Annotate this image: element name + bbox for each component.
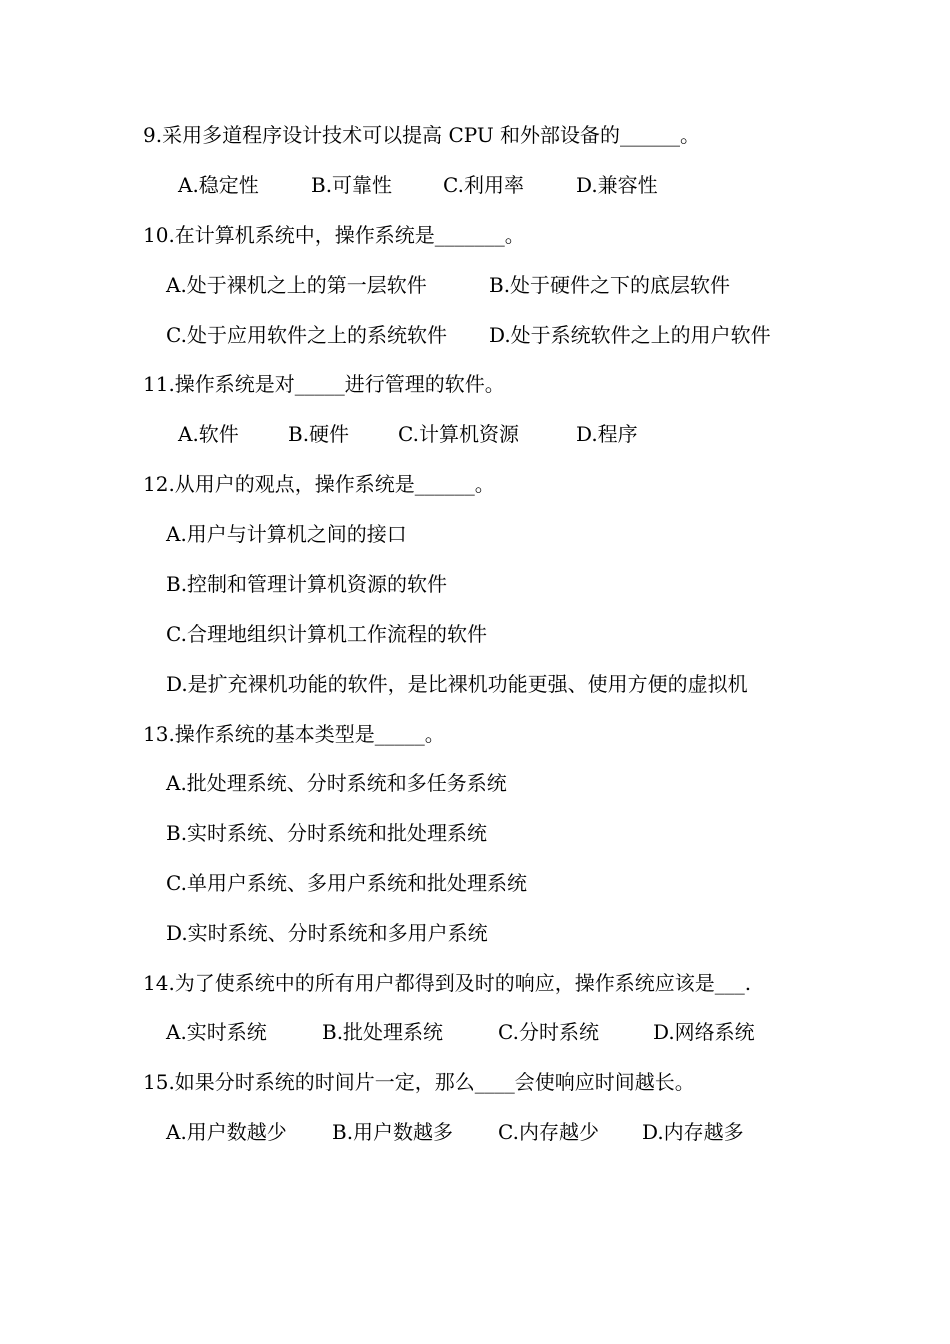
question-13-stem: 13.操作系统的基本类型是_____。 xyxy=(143,722,445,746)
question-10-stem: 10.在计算机系统中，操作系统是_______。 xyxy=(143,223,525,247)
question-13-option-a: A.批处理系统、分时系统和多任务系统 xyxy=(166,771,507,795)
question-10-option-d: D.处于系统软件之上的用户软件 xyxy=(489,323,771,347)
question-11-option-d: D.程序 xyxy=(576,422,638,446)
question-14-option-c: C.分时系统 xyxy=(498,1020,599,1044)
question-11-stem: 11.操作系统是对_____进行管理的软件。 xyxy=(143,372,505,396)
question-15-option-d: D.内存越多 xyxy=(642,1120,744,1144)
question-14-option-a: A.实时系统 xyxy=(166,1020,267,1044)
question-13-option-d: D.实时系统、分时系统和多用户系统 xyxy=(166,921,488,945)
question-12-option-c: C.合理地组织计算机工作流程的软件 xyxy=(166,622,487,646)
question-15-option-b: B.用户数越多 xyxy=(332,1120,454,1144)
question-9-option-d: D.兼容性 xyxy=(576,173,658,197)
question-15-option-c: C.内存越少 xyxy=(498,1120,599,1144)
question-9-stem: 9.采用多道程序设计技术可以提高 CPU 和外部设备的______。 xyxy=(143,123,701,147)
question-10-option-b: B.处于硬件之下的底层软件 xyxy=(489,273,731,297)
question-15-option-a: A.用户数越少 xyxy=(166,1120,287,1144)
question-11-option-c: C.计算机资源 xyxy=(398,422,519,446)
question-13-option-b: B.实时系统、分时系统和批处理系统 xyxy=(166,821,488,845)
question-14-stem: 14.为了使系统中的所有用户都得到及时的响应，操作系统应该是___. xyxy=(143,971,752,995)
question-13-option-c: C.单用户系统、多用户系统和批处理系统 xyxy=(166,871,527,895)
question-15-stem: 15.如果分时系统的时间片一定，那么____会使响应时间越长。 xyxy=(143,1070,695,1094)
question-10-option-c: C.处于应用软件之上的系统软件 xyxy=(166,323,447,347)
question-9-option-a: A.稳定性 xyxy=(178,173,259,197)
question-9-option-c: C.利用率 xyxy=(443,173,524,197)
question-14-option-d: D.网络系统 xyxy=(653,1020,755,1044)
question-12-option-a: A.用户与计算机之间的接口 xyxy=(166,522,407,546)
question-10-option-a: A.处于裸机之上的第一层软件 xyxy=(166,273,427,297)
question-11-option-a: A.软件 xyxy=(178,422,239,446)
question-14-option-b: B.批处理系统 xyxy=(322,1020,444,1044)
question-12-option-b: B.控制和管理计算机资源的软件 xyxy=(166,572,448,596)
question-12-option-d: D.是扩充裸机功能的软件，是比裸机功能更强、使用方便的虚拟机 xyxy=(166,672,748,696)
question-9-option-b: B.可靠性 xyxy=(311,173,393,197)
question-11-option-b: B.硬件 xyxy=(288,422,350,446)
question-12-stem: 12.从用户的观点，操作系统是______。 xyxy=(143,472,495,496)
